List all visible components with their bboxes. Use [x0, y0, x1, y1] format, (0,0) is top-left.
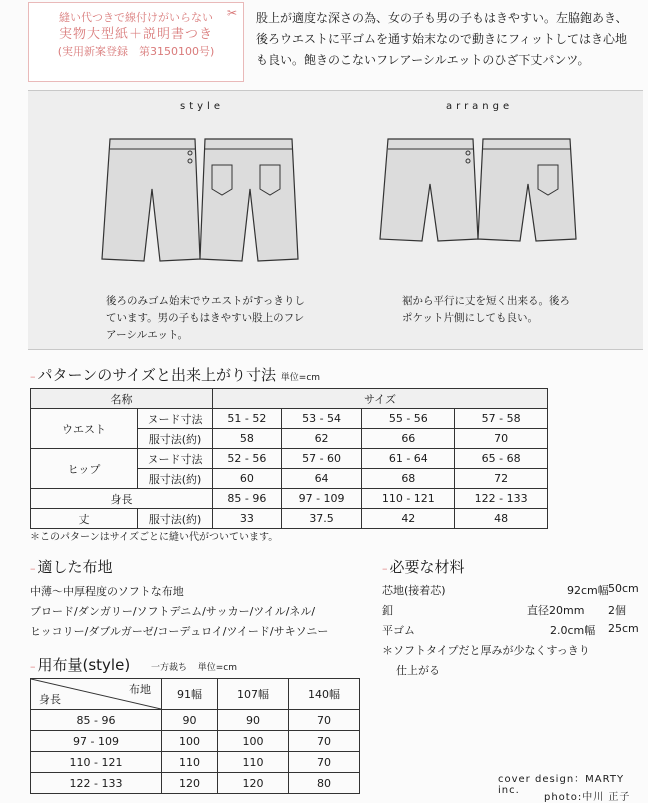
arrange-label: arrange	[446, 101, 514, 112]
materials-note1: ＊ソフトタイプだと厚みが少なくすっきり	[382, 644, 590, 657]
fabric-line3: ヒッコリー/ダブルガーゼ/コーデュロイ/ツイード/サキソニー	[30, 625, 329, 638]
size-table	[30, 388, 548, 529]
table-row: ウエスト ヌード寸法 51 - 52 53 - 54 55 - 56 57 - 58	[31, 409, 548, 429]
fabric-list	[30, 582, 380, 642]
materials-list	[382, 582, 640, 682]
table-row: 97 - 109 100 100 70	[31, 731, 360, 752]
arrange-pants-drawing	[378, 129, 578, 249]
arrange-caption: 裾から平行に丈を短く出来る。後ろポケット片側にしても良い。	[402, 295, 570, 324]
table-row: 服寸法(約) 60 64 68 72	[31, 469, 548, 489]
table-row: ヒップ ヌード寸法 52 - 56 57 - 60 61 - 64 65 - 68	[31, 449, 548, 469]
size-unit: 単位=cm	[280, 373, 321, 383]
list-item: 平ゴム 2.0cm幅 25cm	[382, 622, 639, 637]
illustration-panel	[28, 90, 643, 350]
list-item: 釦 直径20mm 2個	[382, 604, 626, 617]
fabric-line2: ブロード/ダンガリー/ソフトデニム/サッカー/ツイル/ネル/	[30, 605, 316, 618]
stamp-line1: 縫い代つきで線付けがいらない	[59, 11, 213, 24]
column-header: 140幅	[288, 679, 359, 710]
dash-icon: –	[30, 562, 36, 575]
size-section-title: – パターンのサイズと出来上がり寸法 単位=cm	[30, 366, 321, 384]
table-row: 丈 服寸法(約) 33 37.5 42 48	[31, 509, 548, 529]
style-pants-drawing	[100, 129, 300, 269]
list-item: 芯地(接着芯) 92cm幅 50cm	[382, 582, 639, 597]
materials-section-title: – 必要な材料	[382, 558, 465, 576]
dash-icon: –	[30, 660, 36, 673]
stamp-line2: 実物大型紙＋説明書つき	[58, 27, 213, 42]
yardage-section-title: – 用布量(style) 一方裁ち 単位=cm	[30, 656, 238, 674]
dash-icon: –	[30, 370, 36, 383]
scissors-icon: ✂	[226, 6, 237, 20]
yardage-table	[30, 678, 360, 794]
cover-credit: cover design：MARTY inc.	[498, 774, 625, 796]
stamp-line3: (実用新案登録 第3150100号)	[57, 45, 215, 58]
fabric-section-title: – 適した布地	[30, 558, 113, 576]
materials-note2: 仕上がる	[396, 664, 440, 677]
yardage-subtitle: 一方裁ち	[150, 663, 187, 673]
style-label: style	[180, 101, 224, 112]
table-row: 服寸法(約) 58 62 66 70	[31, 429, 548, 449]
table-row: 85 - 96 90 90 70	[31, 710, 360, 731]
table-row: 身長 85 - 96 97 - 109 110 - 121 122 - 133	[31, 489, 548, 509]
table-row: 110 - 121 110 110 70	[31, 752, 360, 773]
photo-credit: photo:中川 正子	[544, 792, 631, 803]
size-note: ＊このパターンはサイズごとに縫い代がついています。	[30, 532, 279, 543]
dash-icon: –	[382, 562, 388, 575]
table-row: 122 - 133 120 120 80	[31, 773, 360, 794]
table-corner: 布地 身長	[31, 679, 162, 710]
intro-text: 股上が適度な深さの為、女の子も男の子もはきやすい。左脇鉋あき、後ろウエストに平ゴムを通す始末なので動きにフィットしてはき心地も良い。飽きのこないフレアーシルエットのひざ下丈パンツ。	[256, 11, 628, 67]
yardage-unit: 単位=cm	[197, 663, 238, 673]
column-header: 91幅	[162, 679, 218, 710]
style-caption: 後ろのみゴム始末でウエストがすっきりしています。男の子もはきやすい股上のフレアーシルエット。	[106, 295, 305, 341]
header-name: 名称	[31, 389, 213, 409]
header-size: サイズ	[213, 389, 548, 409]
column-header: 107幅	[217, 679, 288, 710]
fabric-line1: 中薄～中厚程度のソフトな布地	[30, 585, 184, 598]
product-stamp	[28, 2, 244, 82]
